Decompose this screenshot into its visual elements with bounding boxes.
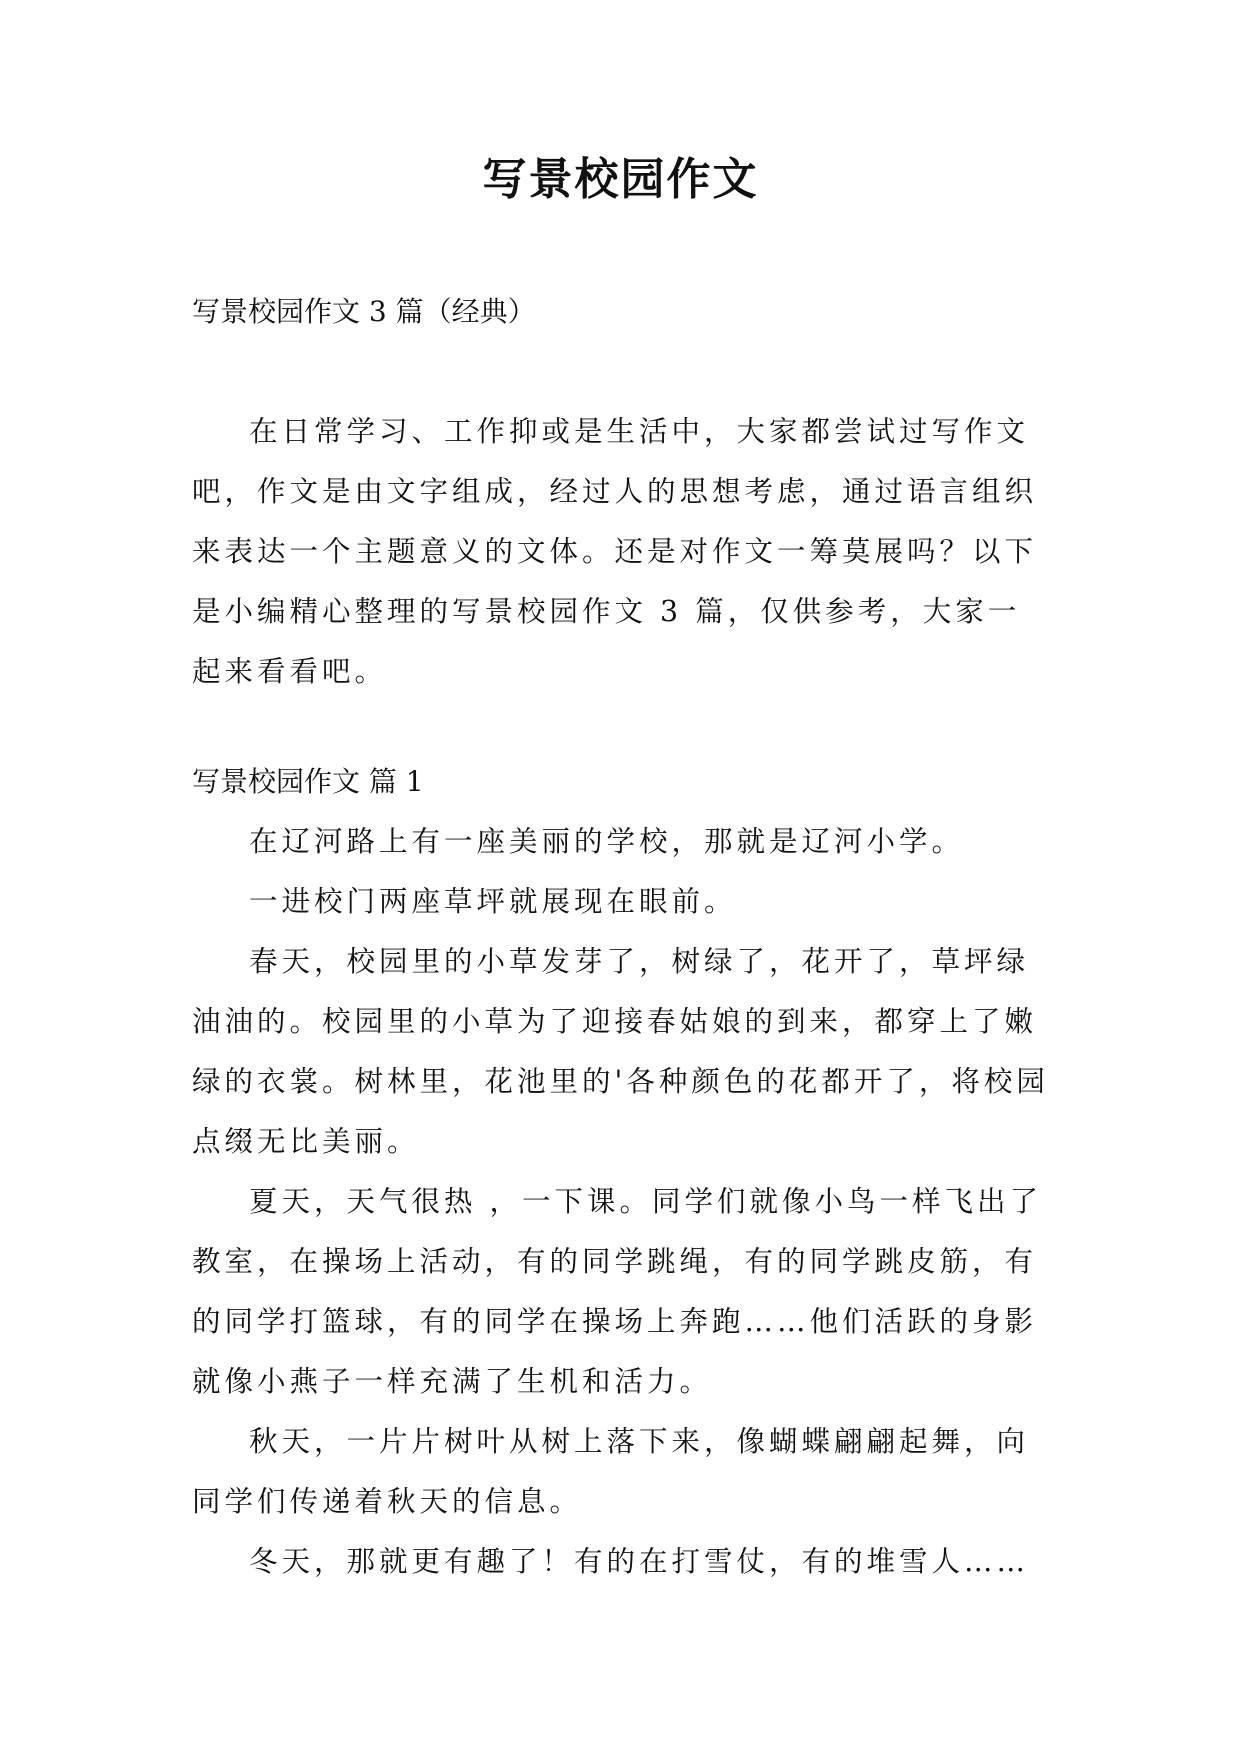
essay-paragraph: 在辽河路上有一座美丽的学校，那就是辽河小学。 [249, 825, 965, 858]
section-heading: 写景校园作文 篇 1 [192, 765, 424, 798]
document-title: 写景校园作文 [482, 154, 759, 205]
essay-paragraph: 秋天，一片片树叶从树上落下来，像蝴蝶翩翩起舞，向同学们传递着秋天的信息。 [192, 1425, 1030, 1518]
essay-paragraph: 一进校门两座草坪就展现在眼前。 [249, 885, 737, 918]
essay-paragraph: 冬天，那就更有趣了！有的在打雪仗，有的堆雪人…… [249, 1545, 1030, 1578]
intro-block [192, 402, 1052, 702]
essay-body [192, 812, 1052, 1592]
intro-paragraph: 在日常学习、工作抑或是生活中，大家都尝试过写作文吧，作文是由文字组成，经过人的思想考虑，通过语言组织来表达一个主题意义的文体。还是对作文一筹莫展吗？以下是小编精心整理的写景校园作文 3 篇，仅供参考，大家一起来看看吧。 [192, 415, 1038, 688]
document-subtitle: 写景校园作文 3 篇（经典） [192, 295, 536, 328]
essay-paragraph: 夏天，天气很热 ，一下课。同学们就像小鸟一样飞出了教室，在操场上活动，有的同学跳绳，有的同学跳皮筋，有的同学打篮球，有的同学在操场上奔跑……他们活跃的身影就像小燕子一样充满了生机和活力。 [192, 1185, 1043, 1398]
essay-paragraph: 春天，校园里的小草发芽了，树绿了，花开了，草坪绿油油的。校园里的小草为了迎接春姑娘的到来，都穿上了嫩绿的衣裳。树林里，花池里的'各种颜色的花都开了，将校园点缀无比美丽。 [192, 945, 1049, 1158]
